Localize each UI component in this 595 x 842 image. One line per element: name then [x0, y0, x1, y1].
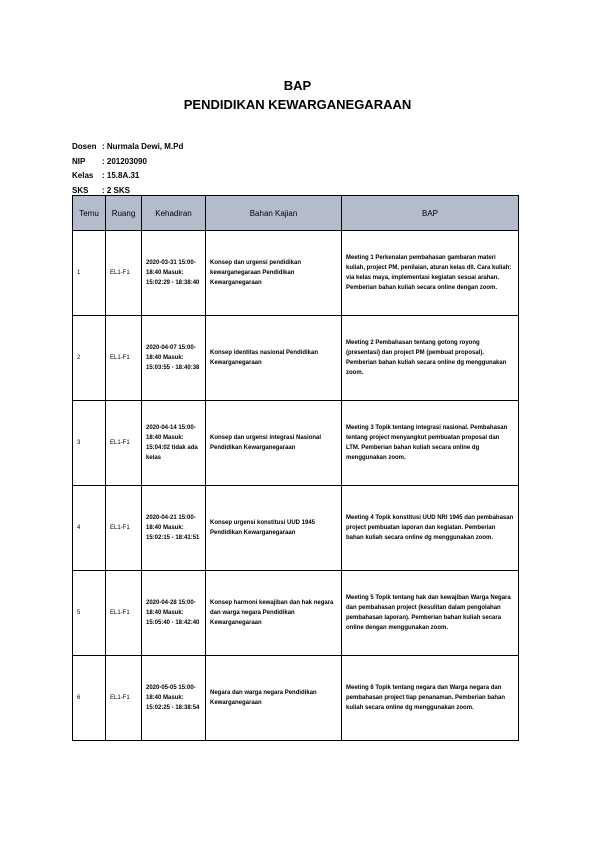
table-row	[73, 571, 519, 656]
header-ruang: Ruang	[106, 196, 142, 231]
cell-bap: Meeting 6 Topik tentang negara dan Warga negara dan pembahasan project tiap penanaman. Pemberian bahan kuliah secara online dg menggunakan zoom.	[342, 656, 519, 741]
header-bahan-kajian: Bahan Kajian	[206, 196, 342, 231]
header-kehadiran: Kehadiran	[142, 196, 206, 231]
table-row	[73, 231, 519, 316]
meta-dosen	[72, 140, 183, 155]
cell-bap: Meeting 1 Perkenalan pembahasan gambaran materi kuliah, project PM, penilaian, aturan kelas dll. Cara kuliah: via kelas maya, implementasi kegiatan sesuai arahan. Pemberian bahan kuliah secara online dengan zoom.	[342, 231, 519, 316]
cell-bahan-kajian: Konsep urgensi konstitusi UUD 1945 Pendidikan Kewarganegaraan	[206, 486, 342, 571]
meta-nip-label: NIP	[72, 156, 86, 166]
cell-kehadiran: 2020-05-05 15:00-18:40 Masuk: 15:02:25 - 18:38:54	[142, 656, 206, 741]
bap-table	[72, 195, 519, 741]
meta-dosen-value: : Nurmala Dewi, M.Pd	[102, 142, 184, 151]
cell-ruang: EL1-F1	[106, 656, 142, 741]
cell-temu: 4	[73, 486, 106, 571]
document-title: BAP	[283, 78, 312, 93]
meta-sks-label: SKS	[72, 185, 89, 195]
cell-bap: Meeting 2 Pembahasan tentang gotong royong (presentasi) dan project PM (pembuat proposal). Pemberian bahan kuliah secara online dg menggunakan zoom.	[342, 316, 519, 401]
cell-temu: 2	[73, 316, 106, 401]
cell-ruang: EL1-F1	[106, 316, 142, 401]
meta-nip-value: : 201203090	[102, 156, 147, 166]
cell-kehadiran: 2020-04-21 15:00-18:40 Masuk: 15:02:15 - 18:41:51	[142, 486, 206, 571]
table-row	[73, 656, 519, 741]
meta-sks-value: : 2 SKS	[102, 185, 131, 195]
cell-kehadiran: 2020-03-31 15:00-18:40 Masuk: 15:02:29 - 18:38:40	[142, 231, 206, 316]
course-meta	[72, 140, 183, 198]
cell-bahan-kajian: Konsep dan urgensi pendidikan kewarganegaraan Pendidikan Kewarganegaraan	[206, 231, 342, 316]
cell-bahan-kajian: Konsep harmoni kewajiban dan hak negara dan warga negara Pendidikan Kewarganegaraan	[206, 571, 342, 656]
cell-ruang: EL1-F1	[106, 571, 142, 656]
cell-ruang: EL1-F1	[106, 401, 142, 486]
meta-kelas-value: : 15.8A.31	[102, 171, 140, 180]
cell-bahan-kajian: Konsep dan urgensi integrasi Nasional Pendidikan Kewarganegaraan	[206, 401, 342, 486]
meta-kelas-label: Kelas	[72, 171, 94, 180]
cell-bahan-kajian: Konsep identitas nasional Pendidikan Kewarganegaraan	[206, 316, 342, 401]
table-row	[73, 316, 519, 401]
meta-dosen-label: Dosen	[72, 142, 97, 151]
header-bap: BAP	[342, 196, 519, 231]
cell-temu: 3	[73, 401, 106, 486]
cell-temu: 6	[73, 656, 106, 741]
cell-bap: Meeting 5 Topik tentang hak dan kewajiban Warga Negara dan pembahasan project (kesulitan dalam pengolahan pembahasan laporan). Pemberian bahan kuliah secara online dengan menggunakan zoom.	[342, 571, 519, 656]
cell-temu: 1	[73, 231, 106, 316]
cell-bahan-kajian: Negara dan warga negara Pendidikan Kewarganegaraan	[206, 656, 342, 741]
cell-ruang: EL1-F1	[106, 486, 142, 571]
cell-temu: 5	[73, 571, 106, 656]
cell-kehadiran: 2020-04-14 15:00-18:40 Masuk: 15:04:02 tidak ada kelas	[142, 401, 206, 486]
meta-kelas	[72, 169, 183, 184]
table-row	[73, 486, 519, 571]
cell-bap: Meeting 3 Topik tentang integrasi nasional. Pembahasan tentang project menyangkut pembuatan proposal dan LTM. Pemberian bahan kuliah secara online dg menggunakan zoom.	[342, 401, 519, 486]
cell-kehadiran: 2020-04-28 15:00-18:40 Masuk: 15:05:40 - 18:42:40	[142, 571, 206, 656]
meta-nip	[72, 155, 183, 170]
header-temu: Temu	[73, 196, 106, 231]
table-row	[73, 401, 519, 486]
cell-ruang: EL1-F1	[106, 231, 142, 316]
cell-kehadiran: 2020-04-07 15:00-18:40 Masuk: 15:03:55 - 18:40:38	[142, 316, 206, 401]
cell-bap: Meeting 4 Topik konstitusi UUD NRI 1945 dan pembahasan project pembuatan laporan dan kegiatan. Pemberian bahan kuliah secara online dg menggunakan zoom.	[342, 486, 519, 571]
document-subtitle: PENDIDIKAN KEWARGANEGARAAN	[183, 97, 412, 112]
table-header-row	[73, 196, 519, 231]
